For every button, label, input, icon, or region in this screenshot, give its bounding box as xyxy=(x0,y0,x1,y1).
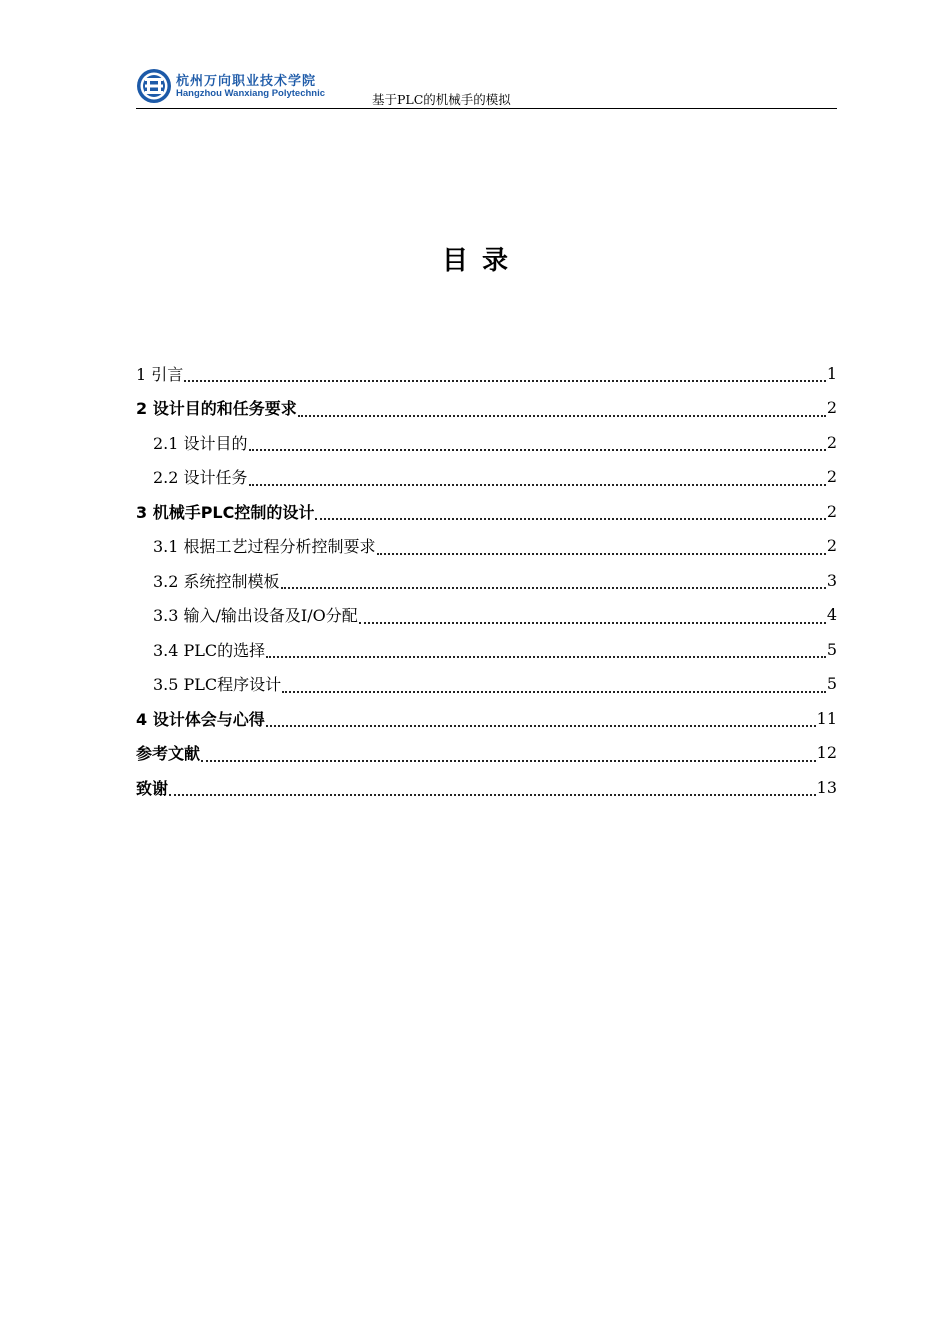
dot-leader xyxy=(282,671,826,693)
toc-page-number: 2 xyxy=(826,398,837,418)
toc-entry-text: 3 机械手PLC控制的设计 xyxy=(136,502,315,522)
dot-leader xyxy=(249,464,826,486)
toc-entry-text: 致谢 xyxy=(136,778,169,798)
toc-page-number: 2 xyxy=(826,536,837,556)
dot-leader xyxy=(377,533,826,555)
dot-leader xyxy=(201,740,816,762)
toc-entry-text: 3.2 系统控制模板 xyxy=(153,571,280,591)
toc-entry[interactable] xyxy=(136,563,837,598)
toc-title: 目录 xyxy=(441,246,522,276)
table-of-contents xyxy=(136,356,837,805)
toc-entry-text: 3.5 PLC程序设计 xyxy=(153,675,282,695)
toc-entry[interactable] xyxy=(136,632,837,667)
toc-page-number: 11 xyxy=(816,708,837,728)
toc-page-number: 5 xyxy=(826,639,837,659)
toc-entry-text: 1 引言 xyxy=(136,364,184,384)
toc-entry[interactable] xyxy=(136,701,837,736)
page-header xyxy=(136,66,837,109)
toc-entry[interactable] xyxy=(136,460,837,495)
dot-leader xyxy=(298,395,826,417)
toc-entry[interactable] xyxy=(136,391,837,426)
toc-entry[interactable] xyxy=(136,770,837,805)
dot-leader xyxy=(266,705,816,727)
running-title: 基于PLC的机械手的模拟 xyxy=(372,92,511,107)
toc-entry-text: 3.3 输入/输出设备及I/O分配 xyxy=(153,606,358,626)
dot-leader xyxy=(184,360,826,382)
school-name-cn: 杭州万向职业技术学院 xyxy=(176,74,317,89)
toc-entry-text: 3.4 PLC的选择 xyxy=(153,640,266,660)
dot-leader xyxy=(359,602,826,624)
toc-page-number: 13 xyxy=(816,777,837,797)
dot-leader xyxy=(266,636,826,658)
toc-entry[interactable] xyxy=(136,494,837,529)
toc-entry-text: 4 设计体会与心得 xyxy=(136,709,265,729)
toc-page-number: 4 xyxy=(826,605,837,625)
toc-entry[interactable] xyxy=(136,667,837,702)
dot-leader xyxy=(315,498,825,520)
toc-page-number: 3 xyxy=(826,570,837,590)
toc-entry[interactable] xyxy=(136,356,837,391)
toc-entry-text: 3.1 根据工艺过程分析控制要求 xyxy=(153,537,376,557)
toc-page-number: 2 xyxy=(826,432,837,452)
toc-entry-text: 参考文献 xyxy=(136,744,201,764)
school-name-en: Hangzhou Wanxiang Polytechnic xyxy=(176,88,326,99)
toc-page-number: 1 xyxy=(826,363,837,383)
school-logo-icon xyxy=(136,68,172,104)
toc-entry[interactable] xyxy=(136,736,837,771)
toc-entry[interactable] xyxy=(136,529,837,564)
toc-page-number: 5 xyxy=(826,674,837,694)
toc-entry[interactable] xyxy=(136,425,837,460)
toc-entry[interactable] xyxy=(136,598,837,633)
toc-page-number: 12 xyxy=(816,743,837,763)
toc-page-number: 2 xyxy=(826,501,837,521)
dot-leader xyxy=(249,429,826,451)
dot-leader xyxy=(281,567,826,589)
toc-entry-text: 2.1 设计目的 xyxy=(153,433,248,453)
toc-entry-text: 2 设计目的和任务要求 xyxy=(136,399,297,419)
toc-entry-text: 2.2 设计任务 xyxy=(153,468,248,488)
dot-leader xyxy=(169,774,816,796)
toc-page-number: 2 xyxy=(826,467,837,487)
